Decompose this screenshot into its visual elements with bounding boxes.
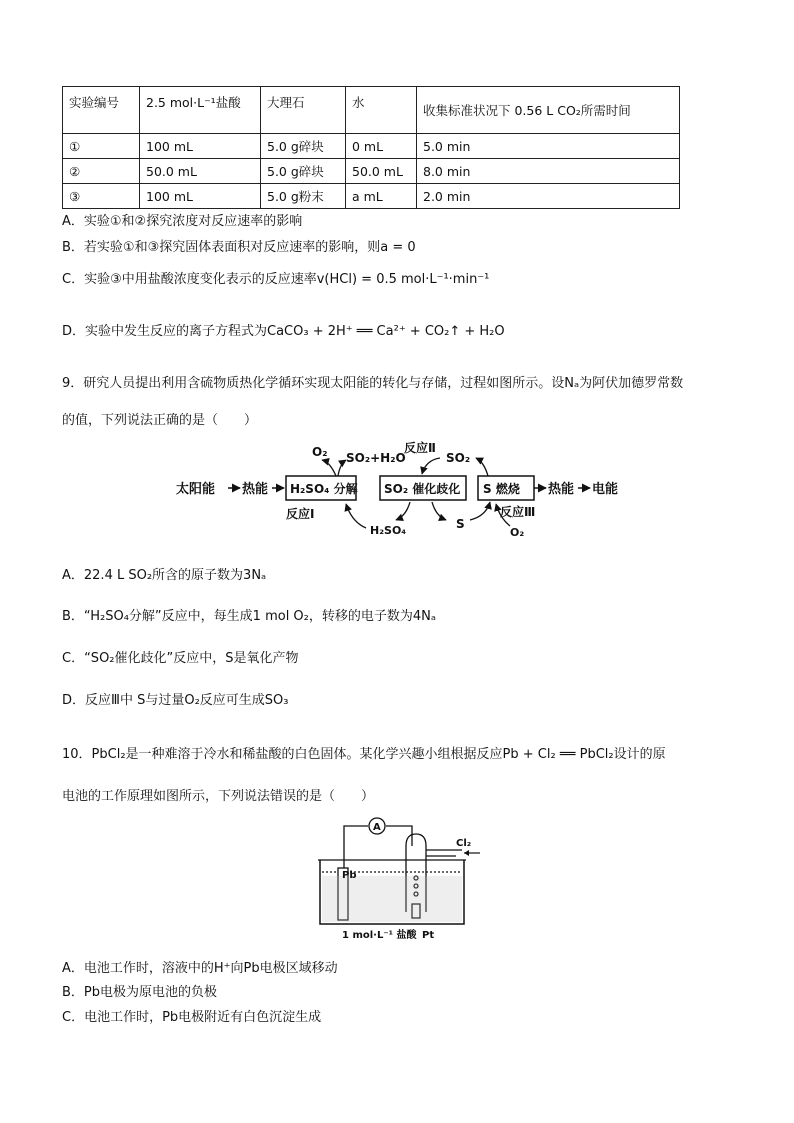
table-row (63, 134, 680, 159)
table-cell: ① (63, 134, 140, 159)
arrow (322, 460, 336, 476)
q8-option-c: C．实验③中用盐酸浓度变化表示的反应速率v(HCl) = 0.5 mol·L⁻¹·min⁻¹ (62, 272, 490, 287)
table-header-cell: 收集标准状况下 0.56 L CO₂所需时间 (417, 87, 680, 134)
cl2-arrowhead (464, 850, 469, 856)
q9-option-b: B．“H₂SO₄分解”反应中，每生成1 mol O₂，转移的电子数为4Nₐ (62, 609, 436, 624)
arrow (432, 502, 446, 520)
reaction-2-label: 反应Ⅱ (404, 441, 436, 455)
arrow (338, 460, 346, 476)
table-header-cell: 大理石 (261, 87, 346, 134)
table-header-row (63, 87, 680, 134)
reaction-1-label: 反应Ⅰ (286, 507, 315, 521)
arrow (470, 502, 490, 520)
electric-energy-label: 电能 (592, 482, 619, 497)
table-cell: 5.0 g碎块 (261, 159, 346, 184)
q10-option-c: C．电池工作时，Pb电极附近有白色沉淀生成 (62, 1010, 322, 1025)
table-cell: ② (63, 159, 140, 184)
q8-option-a: A．实验①和②探究浓度对反应速率的影响 (62, 214, 303, 229)
h2so4-decomposition-label: H₂SO₄ 分解 (290, 482, 358, 496)
solar-energy-label: 太阳能 (176, 482, 216, 497)
pb-label: Pb (342, 870, 357, 881)
reaction-3-label: 反应Ⅲ (500, 505, 536, 519)
q10-stem-line2: 电池的工作原理如图所示，下列说法错误的是（ ） (62, 789, 375, 804)
arrow (346, 504, 366, 528)
table-cell: 50.0 mL (346, 159, 417, 184)
table-cell: a mL (346, 184, 417, 209)
s-bottom-label: S (456, 517, 465, 531)
galvanic-cell-diagram (316, 816, 486, 942)
experiment-table (62, 86, 680, 209)
o2-top-label: O₂ (312, 445, 328, 459)
wire (386, 826, 412, 846)
ammeter-label: A (373, 822, 381, 833)
sulfur-cycle-diagram (170, 436, 630, 544)
arrow (396, 502, 410, 520)
o2-bottom-label: O₂ (510, 526, 525, 539)
q9-option-d: D．反应Ⅲ中 S与过量O₂反应可生成SO₃ (62, 693, 289, 708)
table-cell: 5.0 g碎块 (261, 134, 346, 159)
table-cell: 100 mL (140, 134, 261, 159)
q9-option-a: A．22.4 L SO₂所含的原子数为3Nₐ (62, 568, 267, 583)
arrow (476, 458, 488, 476)
heat-energy-label-2: 热能 (548, 482, 575, 497)
table-cell: 0 mL (346, 134, 417, 159)
q9-option-c: C．“SO₂催化歧化”反应中，S是氧化产物 (62, 651, 299, 666)
q10-option-b: B．Pb电极为原电池的负极 (62, 985, 218, 1000)
s-combustion-label: S 燃烧 (483, 482, 520, 496)
arrow (422, 458, 440, 474)
table-row (63, 184, 680, 209)
q8-option-b: B．若实验①和③探究固体表面积对反应速率的影响，则a = 0 (62, 240, 416, 255)
table-cell: 50.0 mL (140, 159, 261, 184)
so2-h2o-label: SO₂+H₂O (346, 451, 406, 465)
table-cell: 5.0 min (417, 134, 680, 159)
electrolyte-fill (322, 876, 462, 922)
heat-energy-label: 热能 (242, 482, 269, 497)
q10-option-a: A．电池工作时，溶液中的H⁺向Pb电极区域移动 (62, 961, 338, 976)
table-cell: 100 mL (140, 184, 261, 209)
q10-stem-line1: 10．PbCl₂是一种难溶于冷水和稀盐酸的白色固体。某化学兴趣小组根据反应Pb + Cl₂ ══ PbCl₂设计的原 (62, 747, 666, 762)
so2-top-label: SO₂ (446, 451, 471, 465)
pt-label: Pt (422, 930, 435, 941)
table-row (63, 159, 680, 184)
q9-stem-line2: 的值，下列说法正确的是（ ） (62, 413, 258, 428)
table-cell: 8.0 min (417, 159, 680, 184)
cl2-label: Cl₂ (456, 838, 472, 849)
q9-stem-line1: 9．研究人员提出利用含硫物质热化学循环实现太阳能的转化与存储，过程如图所示。设Nₐ为阿伏加德罗常数 (62, 376, 684, 391)
wire (344, 826, 368, 868)
so2-disproportionation-label: SO₂ 催化歧化 (384, 482, 461, 496)
table-cell: 2.0 min (417, 184, 680, 209)
table-cell: ③ (63, 184, 140, 209)
table-header-cell: 2.5 mol·L⁻¹盐酸 (140, 87, 261, 134)
table-header-cell: 水 (346, 87, 417, 134)
h2so4-bottom-label: H₂SO₄ (370, 524, 407, 537)
q8-option-d: D．实验中发生反应的离子方程式为CaCO₃ + 2H⁺ ══ Ca²⁺ + CO₂↑ + H₂O (62, 324, 505, 339)
electrolyte-label: 1 mol·L⁻¹ 盐酸 (342, 930, 417, 941)
table-header-cell: 实验编号 (63, 87, 140, 134)
table-cell: 5.0 g粉末 (261, 184, 346, 209)
